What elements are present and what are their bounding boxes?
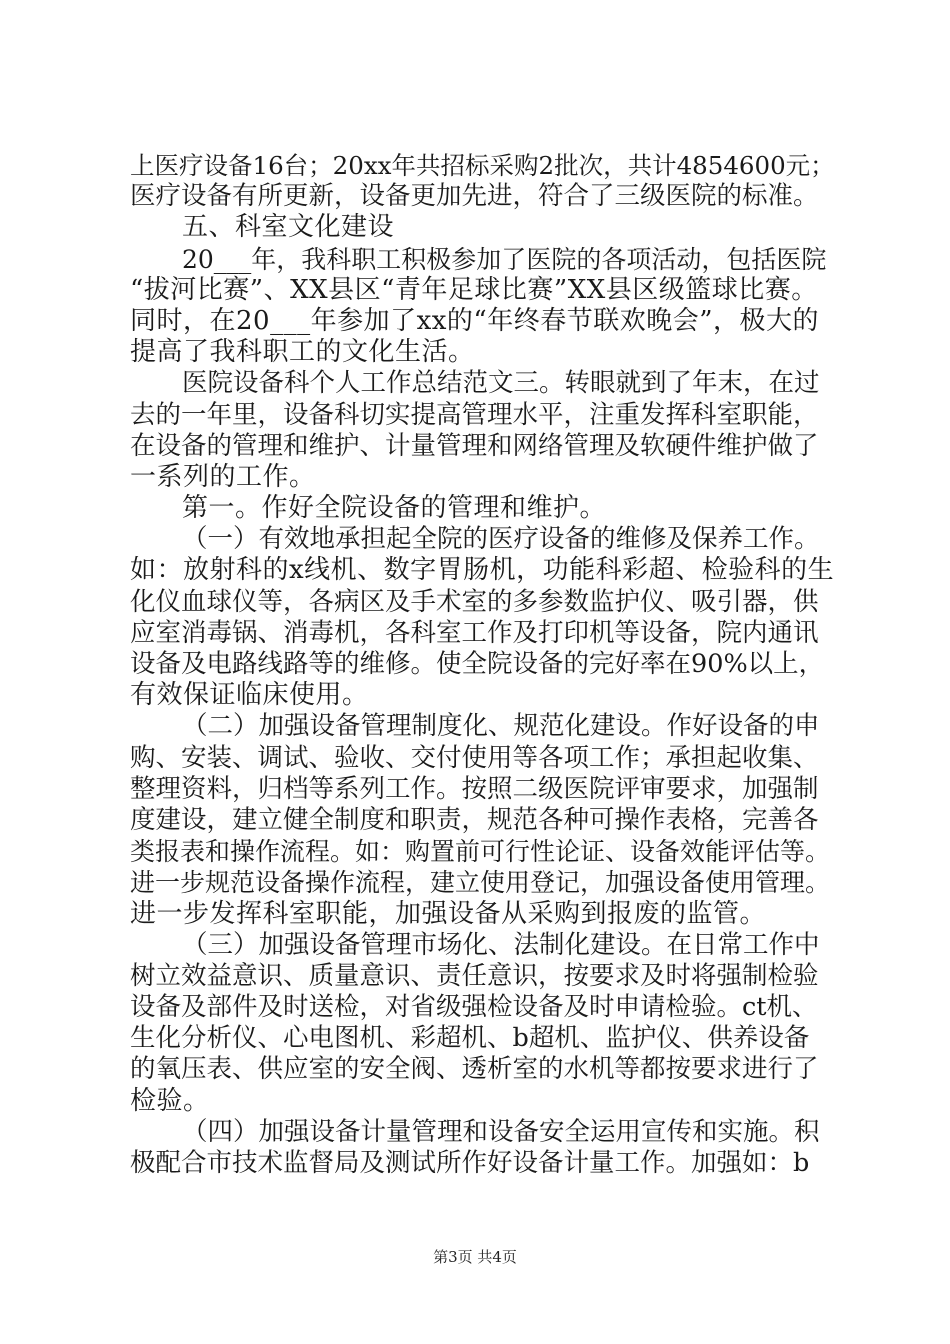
page-footer: 第3页 共4页 [433,1248,517,1266]
text-line: 购、安装、调试、验收、交付使用等各项工作；承担起收集、 [130,742,819,773]
text-line: 如：放射科的x线机、数字胃肠机，功能科彩超、检验科的生 [130,555,835,586]
text-line: 进一步发挥科室职能，加强设备从采购到报废的监管。 [130,898,767,929]
text-line: 有效保证临床使用。 [130,680,369,711]
text-line: “拔河比赛”、XX县区“青年足球比赛”XX县区级篮球比赛。 [130,274,818,305]
text-line: 提高了我科职工的文化生活。 [130,337,475,368]
text-line: 20___年，我科职工积极参加了医院的各项活动，包括医院 [182,244,827,274]
text-line: （一）有效地承担起全院的医疗设备的维修及保养工作。 [182,524,820,555]
text-line: 整理资料，归档等系列工作。按照二级医院评审要求，加强制 [130,773,819,804]
text-line: 极配合市技术监督局及测试所作好设备计量工作。加强如：b [130,1148,810,1178]
text-line: 应室消毒锅、消毒机，各科室工作及打印机等设备，院内通讯 [130,617,819,648]
text-line: （二）加强设备管理制度化、规范化建设。作好设备的申 [182,711,820,742]
text-line: 树立效益意识、质量意识、责任意识，按要求及时将强制检验 [130,960,819,991]
text-line: 度建设，建立健全制度和职责，规范各种可操作表格，完善各 [130,804,819,835]
text-line: 同时，在20___年参加了xx的“年终春节联欢晚会”，极大的 [130,305,819,336]
text-line: （三）加强设备管理市场化、法制化建设。在日常工作中 [182,929,820,960]
text-line: 设备及电路线路等的维修。使全院设备的完好率在90%以上， [130,649,825,679]
document-body [130,150,835,1179]
text-line: 设备及部件及时送检，对省级强检设备及时申请检验。ct机、 [130,992,818,1023]
text-line: 化仪血球仪等，各病区及手术室的多参数监护仪、吸引器，供 [130,586,819,617]
text-line: 一系列的工作。 [130,461,316,492]
text-line: 医疗设备有所更新，设备更加先进，符合了三级医院的标准。 [130,181,819,212]
text-line: 第一。作好全院设备的管理和维护。 [182,493,607,524]
text-line: 上医疗设备16台；20xx年共招标采购2批次，共计4854600元； [130,151,835,180]
text-line: （四）加强设备计量管理和设备安全运用宣传和实施。积 [182,1116,820,1147]
text-line: 类报表和操作流程。如：购置前可行性论证、设备效能评估等。 [130,837,831,867]
text-line: 去的一年里，设备科切实提高管理水平，注重发挥科室职能， [130,399,819,430]
text-line: 在设备的管理和维护、计量管理和网络管理及软硬件维护做了 [130,430,819,461]
text-line: 医院设备科个人工作总结范文三。转眼就到了年末，在过 [182,368,820,399]
text-line: 进一步规范设备操作流程，建立使用登记，加强设备使用管理。 [130,868,831,898]
text-line: 检验。 [130,1085,210,1116]
text-line: 五、科室文化建设 [182,212,395,243]
text-line: 生化分析仪、心电图机、彩超机、b超机、监护仪、供养设备 [130,1023,810,1054]
text-line: 的氧压表、供应室的安全阀、透析室的水机等都按要求进行了 [130,1054,819,1085]
